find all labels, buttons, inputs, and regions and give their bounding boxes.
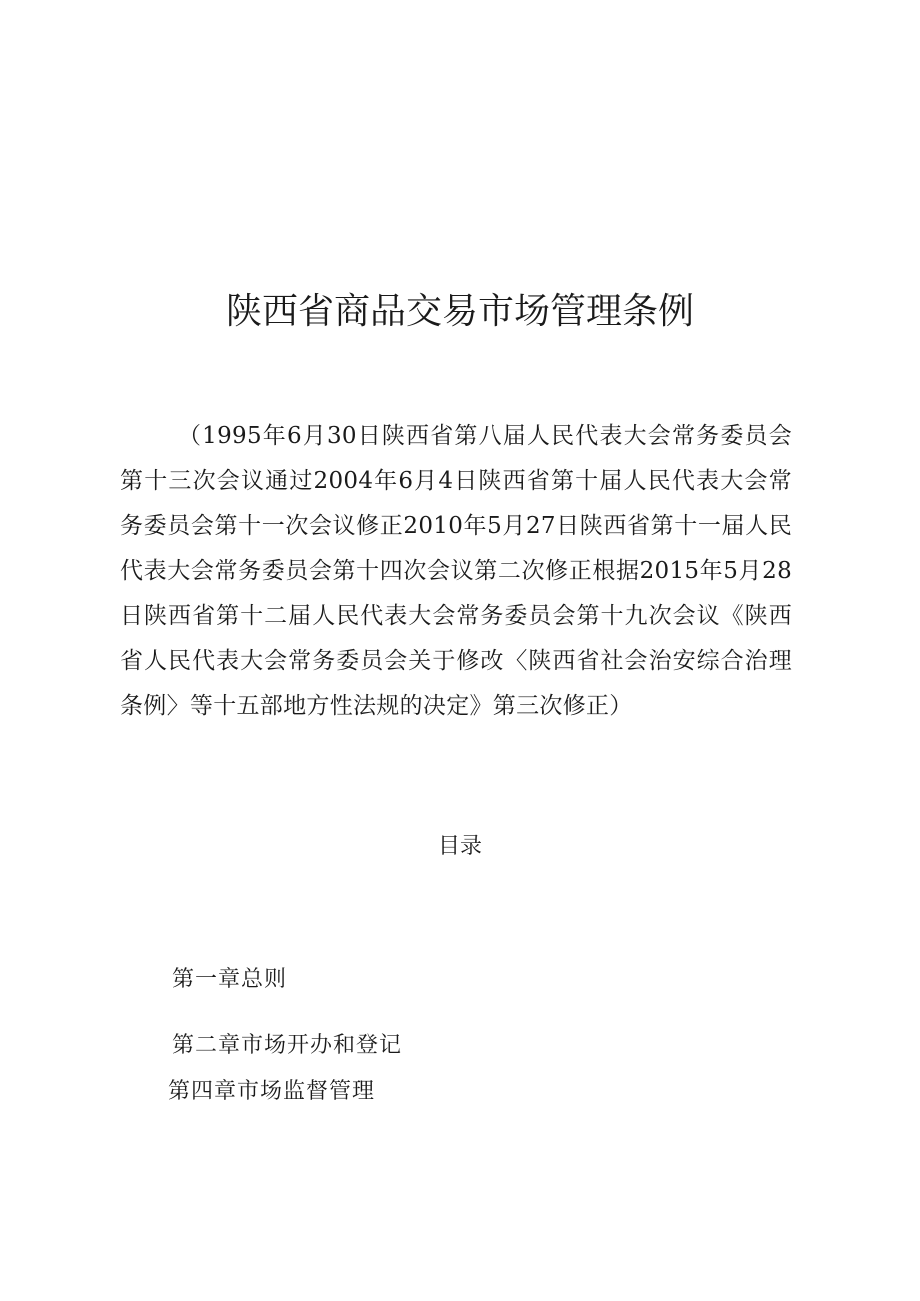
toc-heading: 目录 <box>437 834 482 859</box>
toc-item-chapter-2: 第二章市场开办和登记 <box>172 1033 403 1058</box>
toc-item-chapter-4: 第四章市场监督管理 <box>168 1079 376 1104</box>
document-title: 陕西省商品交易市场管理条例 <box>225 291 694 332</box>
legislative-history: （1995年6月30日陕西省第八届人民代表大会常务委员会第十三次会议通过2004年6月4日陕西省第十届人民代表大会常务委员会第十一次会议修正2010年5月27日陕西省第十一届人民代表大会常务委员会第十四次会议第二次修正根据2015年5月28日陕西省第十二届人民代表大会常务委员会第十九次会议《陕西省人民代表大会常务委员会关于修改〈陕西省社会治安综合治理条例〉等十五部地方性法规的决定》第三次修正） <box>120 423 792 719</box>
toc-item-chapter-1: 第一章总则 <box>172 967 288 992</box>
